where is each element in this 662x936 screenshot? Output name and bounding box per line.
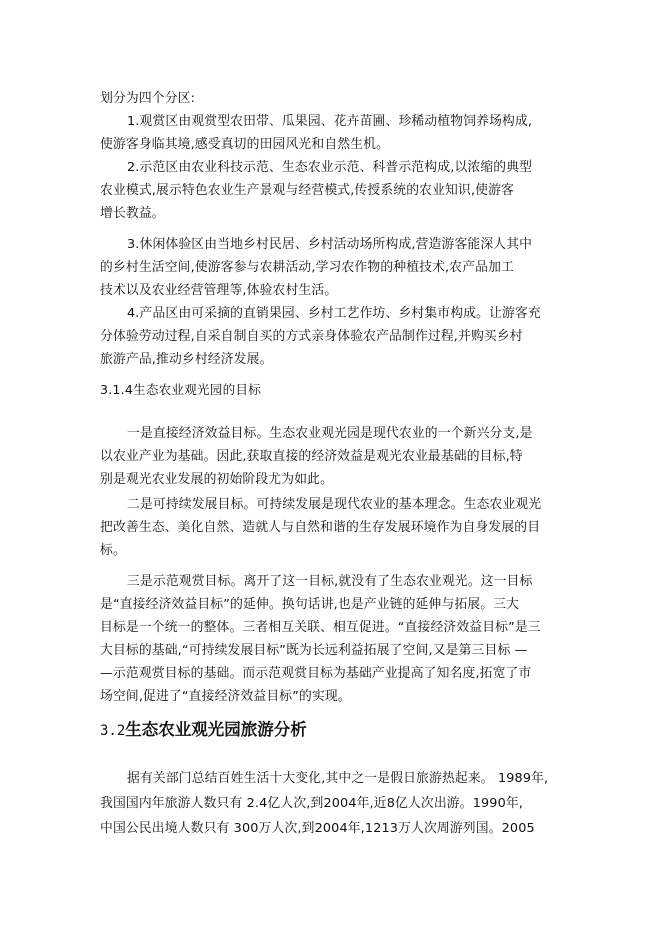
goal-1-line-1: 一是直接经济效益目标。生态农业观光园是现代农业的一个新兴分支,是 [127, 426, 533, 441]
section-heading-3-2-number: 3.2 [100, 723, 126, 739]
zone-3-line-2: 的乡村生活空间,使游客参与农耕活动,学习农作物的种植技术,农产品加工 [100, 260, 515, 275]
section-heading-3-2 [100, 720, 307, 741]
zone-3-line-3: 技术以及农业经营管理等,体验农村生活。 [100, 283, 338, 298]
goal-3-line-4: 大目标的基础,“可持续发展目标”既为长远利益拓展了空间,又是第三目标 — [100, 643, 528, 658]
intro-line: 划分为四个分区: [100, 91, 196, 106]
goal-2-line-3: 标。 [100, 543, 126, 558]
zone-4-line-3: 旅游产品,推动乡村经济发展。 [100, 352, 273, 367]
goal-1-line-2: 以农业产业为基础。因此,获取直接的经济效益是观光农业最基础的目标,特 [100, 449, 523, 464]
zone-2-line-3: 增长教益。 [100, 206, 165, 221]
zone-2-line-2: 农业模式,展示特色农业生产景观与经营模式,传授系统的农业知识,使游客 [100, 183, 515, 198]
goal-3-line-3: 目标是一个统一的整体。三者相互关联、相互促进。“直接经济效益目标”是三 [100, 620, 541, 635]
zone-4-line-1: 4.产品区由可采摘的直销果园、乡村工艺作坊、乡村集市构成。让游客充 [127, 306, 541, 321]
zone-3-line-1: 3.休闲体验区由当地乡村民居、乡村活动场所构成,营造游客能深人其中 [127, 237, 533, 252]
tourism-line-1: 据有关部门总结百姓生活十大变化,其中之一是假日旅游热起来。 1989年, [127, 771, 549, 786]
goal-2-line-1: 二是可持续发展目标。可持续发展是现代农业的基本理念。生态农业观光 [127, 497, 542, 512]
goal-3-line-5: —示范观赏目标的基础。而示范观赏目标为基础产业提高了知名度,拓宽了市 [100, 666, 532, 681]
goal-3-line-6: 场空间,促进了“直接经济效益目标”的实现。 [100, 689, 351, 704]
tourism-line-3: 中国公民出境人数只有 300万人次,到2004年,1213万人次周游列国。2005 [100, 821, 535, 836]
goal-2-line-2: 把改善生态、美化自然、造就人与自然和谐的生存发展环境作为自身发展的目 [100, 520, 541, 535]
goal-3-line-1: 三是示范观赏目标。离开了这一目标,就没有了生态农业观光。这一目标 [127, 574, 533, 589]
tourism-line-2: 我国国内年旅游人数只有 2.4亿人次,到2004年,近8亿人次出游。1990年, [100, 796, 524, 811]
zone-2-line-1: 2.示范区由农业科技示范、生态农业示范、科普示范构成,以浓缩的典型 [127, 160, 533, 175]
goal-3-line-2: 是“直接经济效益目标”的延伸。换句话讲,也是产业链的延伸与拓展。三大 [100, 597, 520, 612]
section-heading-3-2-text: 生态农业观光园旅游分析 [125, 720, 307, 739]
zone-1-line-2: 使游客身临其境,感受真切的田园风光和自然生机。 [100, 137, 390, 152]
goal-1-line-3: 别是观光农业发展的初始阶段尤为如此。 [100, 472, 334, 487]
zone-1-line-1: 1.观赏区由观赏型农田带、瓜果园、花卉苗圃、珍稀动植物饲养场构成, [127, 114, 533, 129]
section-heading-3-1-4: 3.1.4生态农业观光园的目标 [100, 382, 261, 397]
zone-4-line-2: 分体验劳动过程,自采自制自买的方式亲身体验农产品制作过程,并购买乡村 [100, 329, 523, 344]
